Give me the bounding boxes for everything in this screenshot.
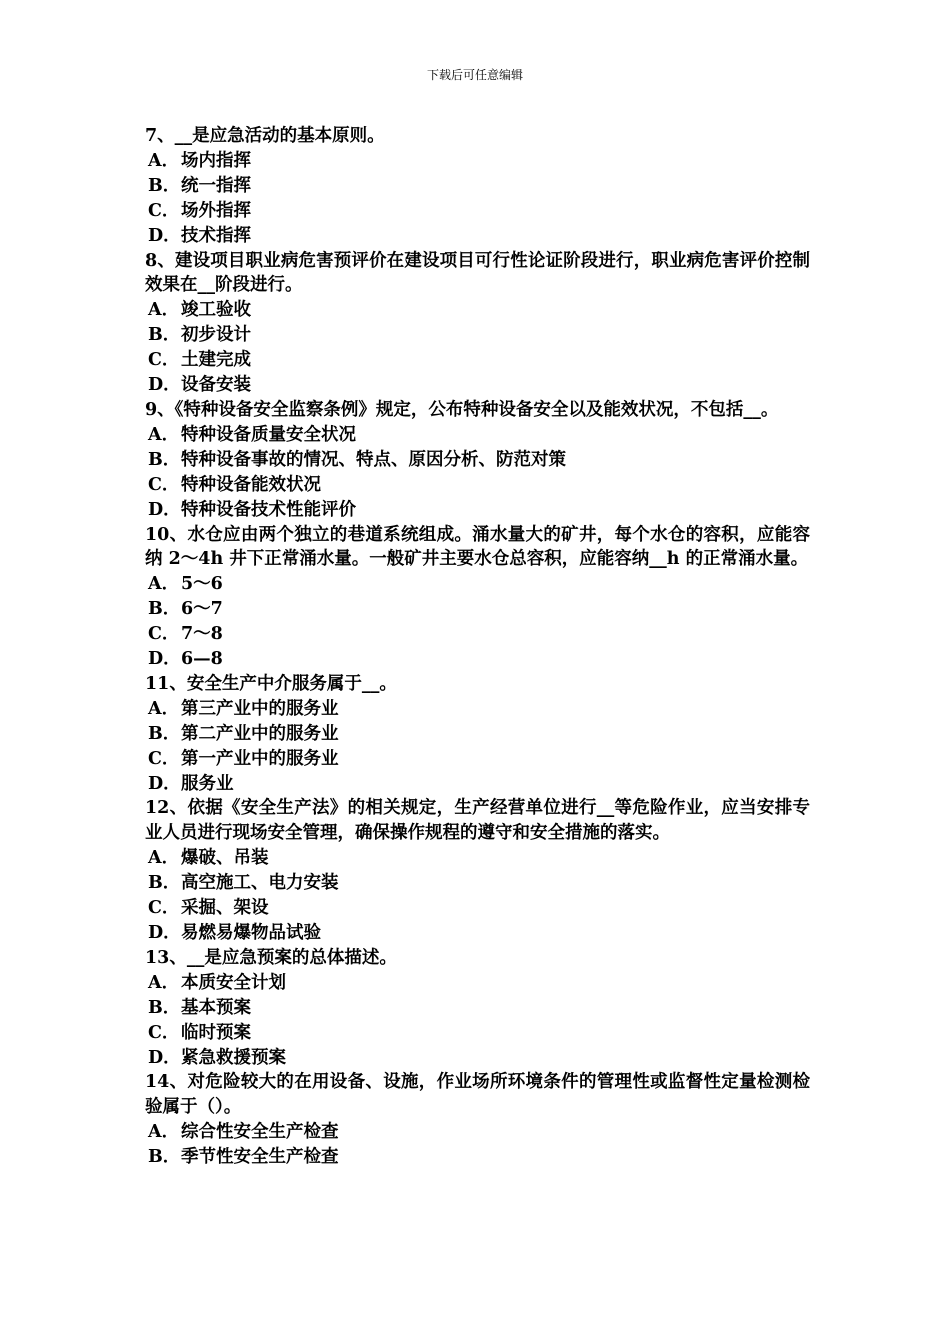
option-b (145, 996, 810, 1021)
option-letter: B． (148, 599, 181, 620)
option-text: 高空施工、电力安装 (181, 873, 339, 894)
option-b (145, 1145, 810, 1170)
option-letter: B． (148, 449, 181, 470)
option-letter: B． (148, 723, 181, 744)
option-letter: D． (148, 499, 181, 520)
question-9 (145, 398, 810, 523)
option-a (145, 971, 810, 996)
option-letter: A． (148, 300, 180, 321)
option-text: 场外指挥 (181, 200, 251, 221)
option-text: 临时预案 (181, 1022, 251, 1043)
option-letter: B． (148, 325, 181, 346)
option-letter: C． (148, 200, 180, 221)
option-a (145, 697, 810, 722)
option-text: 特种设备事故的情况、特点、原因分析、防范对策 (181, 449, 566, 470)
option-text: 特种设备技术性能评价 (181, 499, 356, 520)
option-a (145, 149, 810, 174)
option-d (145, 921, 810, 946)
option-letter: C． (148, 748, 180, 769)
option-letter: D． (148, 923, 181, 943)
question-10 (145, 523, 810, 672)
option-c (145, 622, 810, 647)
option-d (145, 498, 810, 523)
option-letter: D． (148, 375, 181, 396)
option-letter: A． (148, 972, 180, 993)
question-8 (145, 249, 810, 398)
question-text: 13、__是应急预案的总体描述。 (145, 947, 397, 968)
option-a (145, 423, 810, 448)
option-a (145, 298, 810, 323)
option-c (145, 473, 810, 498)
option-letter: B． (148, 175, 181, 196)
option-text: 6～7 (181, 599, 223, 620)
option-letter: C． (148, 474, 180, 495)
question-list (145, 124, 810, 1170)
question-text: 9、《特种设备安全监察条例》规定，公布特种设备安全以及能效状况，不包括__。 (145, 399, 779, 420)
option-text: 第二产业中的服务业 (181, 723, 339, 744)
option-text: 第一产业中的服务业 (181, 748, 339, 769)
option-a (145, 572, 810, 597)
option-text: 第三产业中的服务业 (181, 698, 339, 719)
question-7 (145, 124, 810, 249)
option-c (145, 348, 810, 373)
question-11 (145, 672, 810, 797)
option-text: 6—8 (181, 649, 223, 670)
option-letter: B． (148, 1147, 181, 1168)
option-text: 采掘、架设 (181, 898, 269, 919)
option-text: 土建完成 (181, 350, 251, 371)
option-letter: A． (148, 150, 180, 171)
option-b (145, 597, 810, 622)
option-d (145, 1046, 810, 1071)
option-letter: B． (148, 873, 181, 894)
option-letter: A． (148, 574, 180, 595)
option-c (145, 896, 810, 921)
option-letter: C． (148, 898, 180, 919)
option-text: 统一指挥 (181, 175, 251, 196)
option-text: 初步设计 (181, 325, 251, 346)
option-letter: C． (148, 1022, 180, 1043)
option-letter: A． (148, 698, 180, 719)
option-d (145, 373, 810, 398)
option-letter: C． (148, 350, 180, 371)
option-text: 特种设备能效状况 (181, 474, 321, 495)
question-text: 10、水仓应由两个独立的巷道系统组成。涌水量大的矿井，每个水仓的容积，应能容纳 2～4h 井下正常涌水量。一般矿井主要水仓总容积，应能容纳__h 的正常涌水量。 (145, 524, 810, 570)
option-text: 5～6 (181, 574, 223, 595)
question-12 (145, 796, 810, 945)
option-d (145, 772, 810, 797)
option-text: 特种设备质量安全状况 (181, 424, 356, 445)
question-13 (145, 946, 810, 1071)
option-c (145, 1021, 810, 1046)
option-text: 易燃易爆物品试验 (181, 923, 321, 943)
option-text: 服务业 (181, 773, 234, 794)
option-text: 季节性安全生产检查 (181, 1147, 339, 1168)
option-letter: B． (148, 997, 181, 1018)
option-letter: D． (148, 1047, 181, 1068)
option-b (145, 323, 810, 348)
option-a (145, 846, 810, 871)
option-text: 场内指挥 (181, 150, 251, 171)
option-text: 设备安装 (181, 375, 251, 396)
option-letter: D． (148, 225, 181, 246)
question-text: 7、__是应急活动的基本原则。 (145, 126, 385, 146)
option-a (145, 1120, 810, 1145)
option-text: 竣工验收 (181, 300, 251, 321)
option-text: 本质安全计划 (181, 972, 286, 993)
option-b (145, 871, 810, 896)
option-d (145, 647, 810, 672)
option-b (145, 722, 810, 747)
question-text: 11、安全生产中介服务属于__。 (145, 673, 397, 694)
option-b (145, 174, 810, 199)
option-letter: A． (148, 424, 180, 445)
question-14 (145, 1070, 810, 1170)
option-text: 紧急救援预案 (181, 1047, 286, 1068)
option-letter: D． (148, 773, 181, 794)
question-text: 14、对危险较大的在用设备、设施，作业场所环境条件的管理性或监督性定量检测检验属于（）。 (145, 1072, 810, 1118)
option-text: 7～8 (181, 624, 223, 645)
question-text: 12、依据《安全生产法》的相关规定，生产经营单位进行__等危险作业，应当安排专业人员进行现场安全管理，确保操作规程的遵守和安全措施的落实。 (145, 798, 810, 844)
question-text: 8、建设项目职业病危害预评价在建设项目可行性论证阶段进行，职业病危害评价控制效果在__阶段进行。 (145, 250, 810, 296)
option-letter: D． (148, 649, 181, 670)
option-letter: C． (148, 624, 180, 645)
option-c (145, 747, 810, 772)
page-header: 下载后可任意编辑 (426, 68, 523, 82)
option-letter: A． (148, 848, 180, 869)
option-letter: A． (148, 1122, 180, 1143)
option-d (145, 224, 810, 249)
option-text: 综合性安全生产检查 (181, 1122, 339, 1143)
option-text: 爆破、吊装 (181, 848, 269, 869)
option-text: 技术指挥 (181, 225, 251, 246)
option-c (145, 199, 810, 224)
option-b (145, 448, 810, 473)
option-text: 基本预案 (181, 997, 251, 1018)
